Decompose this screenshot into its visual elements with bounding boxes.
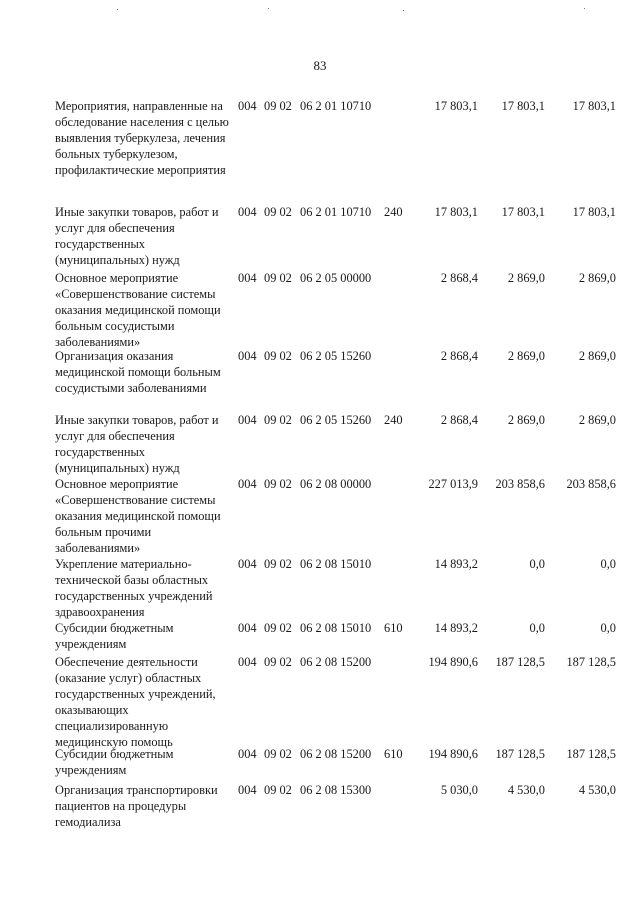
target-code: 06 2 08 15200 — [300, 655, 372, 669]
value-year-3: 203 858,6 — [566, 477, 616, 491]
section-code: 09 02 — [264, 413, 292, 427]
value-year-3: 0,0 — [600, 557, 616, 571]
row-name: Основное мероприятие «Совершенствование системы оказания медицинской помощи больным сосудистыми заболеваниями» — [55, 271, 221, 349]
target-code: 06 2 01 10710 — [300, 205, 372, 219]
target-code: 06 2 08 00000 — [300, 477, 372, 491]
value-year-1: 17 803,1 — [434, 99, 478, 113]
ministry-code: 004 — [238, 655, 257, 669]
value-year-1: 2 868,4 — [440, 349, 478, 363]
ministry-code: 004 — [238, 349, 257, 363]
value-year-3: 2 869,0 — [578, 413, 616, 427]
expense-code: 610 — [384, 621, 403, 635]
value-year-1: 2 868,4 — [440, 271, 478, 285]
ministry-code: 004 — [238, 271, 257, 285]
ministry-code: 004 — [238, 783, 257, 797]
target-code: 06 2 05 00000 — [300, 271, 372, 285]
value-year-2: 203 858,6 — [495, 477, 545, 491]
row-name: Основное мероприятие «Совершенствование системы оказания медицинской помощи больным прочими заболеваниями» — [55, 477, 221, 555]
row-name: Обеспечение деятельности (оказание услуг) областных государственных учреждений, оказывающих специализированную медицинскую помощь — [55, 655, 216, 749]
ministry-code: 004 — [238, 99, 257, 113]
value-year-1: 17 803,1 — [434, 205, 478, 219]
target-code: 06 2 08 15010 — [300, 557, 372, 571]
value-year-3: 187 128,5 — [566, 747, 616, 761]
value-year-3: 0,0 — [600, 621, 616, 635]
section-code: 09 02 — [264, 205, 292, 219]
value-year-1: 227 013,9 — [428, 477, 478, 491]
value-year-2: 17 803,1 — [501, 99, 545, 113]
row-name: Организация оказания медицинской помощи больным сосудистыми заболеваниями — [55, 349, 221, 395]
target-code: 06 2 08 15010 — [300, 621, 372, 635]
target-code: 06 2 01 10710 — [300, 99, 372, 113]
section-code: 09 02 — [264, 477, 292, 491]
row-name: Субсидии бюджетным учреждениям — [55, 621, 174, 651]
ministry-code: 004 — [238, 477, 257, 491]
value-year-2: 4 530,0 — [507, 783, 545, 797]
section-code: 09 02 — [264, 747, 292, 761]
row-name: Субсидии бюджетным учреждениям — [55, 747, 174, 777]
value-year-1: 14 893,2 — [434, 557, 478, 571]
value-year-3: 2 869,0 — [578, 349, 616, 363]
value-year-2: 2 869,0 — [507, 413, 545, 427]
section-code: 09 02 — [264, 557, 292, 571]
value-year-1: 2 868,4 — [440, 413, 478, 427]
row-name: Укрепление материально-технической базы областных государственных учреждений здравоохранения — [55, 557, 213, 619]
section-code: 09 02 — [264, 655, 292, 669]
value-year-3: 4 530,0 — [578, 783, 616, 797]
expense-code: 610 — [384, 747, 403, 761]
section-code: 09 02 — [264, 271, 292, 285]
page-number: 83 — [313, 58, 327, 73]
value-year-3: 17 803,1 — [572, 99, 616, 113]
value-year-2: 187 128,5 — [495, 747, 545, 761]
section-code: 09 02 — [264, 621, 292, 635]
ministry-code: 004 — [238, 747, 257, 761]
value-year-2: 2 869,0 — [507, 349, 545, 363]
target-code: 06 2 05 15260 — [300, 413, 372, 427]
value-year-3: 17 803,1 — [572, 205, 616, 219]
expense-code: 240 — [384, 413, 403, 427]
expense-code: 240 — [384, 205, 403, 219]
section-code: 09 02 — [264, 783, 292, 797]
row-name: Организация транспортировки пациентов на процедуры гемодиализа — [55, 783, 218, 829]
value-year-2: 187 128,5 — [495, 655, 545, 669]
row-name: Иные закупки товаров, работ и услуг для обеспечения государственных (муниципальных) нужд — [55, 205, 219, 267]
ministry-code: 004 — [238, 557, 257, 571]
value-year-1: 194 890,6 — [428, 655, 478, 669]
value-year-3: 187 128,5 — [566, 655, 616, 669]
row-name: Иные закупки товаров, работ и услуг для обеспечения государственных (муниципальных) нужд — [55, 413, 219, 475]
ministry-code: 004 — [238, 413, 257, 427]
value-year-2: 0,0 — [529, 557, 545, 571]
value-year-3: 2 869,0 — [578, 271, 616, 285]
value-year-1: 5 030,0 — [440, 783, 478, 797]
value-year-2: 0,0 — [529, 621, 545, 635]
value-year-2: 2 869,0 — [507, 271, 545, 285]
value-year-1: 14 893,2 — [434, 621, 478, 635]
value-year-1: 194 890,6 — [428, 747, 478, 761]
target-code: 06 2 08 15300 — [300, 783, 372, 797]
section-code: 09 02 — [264, 349, 292, 363]
section-code: 09 02 — [264, 99, 292, 113]
ministry-code: 004 — [238, 205, 257, 219]
row-name: Мероприятия, направленные на обследование населения с целью выявления туберкулеза, лечения больных туберкулезом, профилактические мероприятия — [55, 99, 229, 177]
target-code: 06 2 08 15200 — [300, 747, 372, 761]
ministry-code: 004 — [238, 621, 257, 635]
target-code: 06 2 05 15260 — [300, 349, 372, 363]
value-year-2: 17 803,1 — [501, 205, 545, 219]
